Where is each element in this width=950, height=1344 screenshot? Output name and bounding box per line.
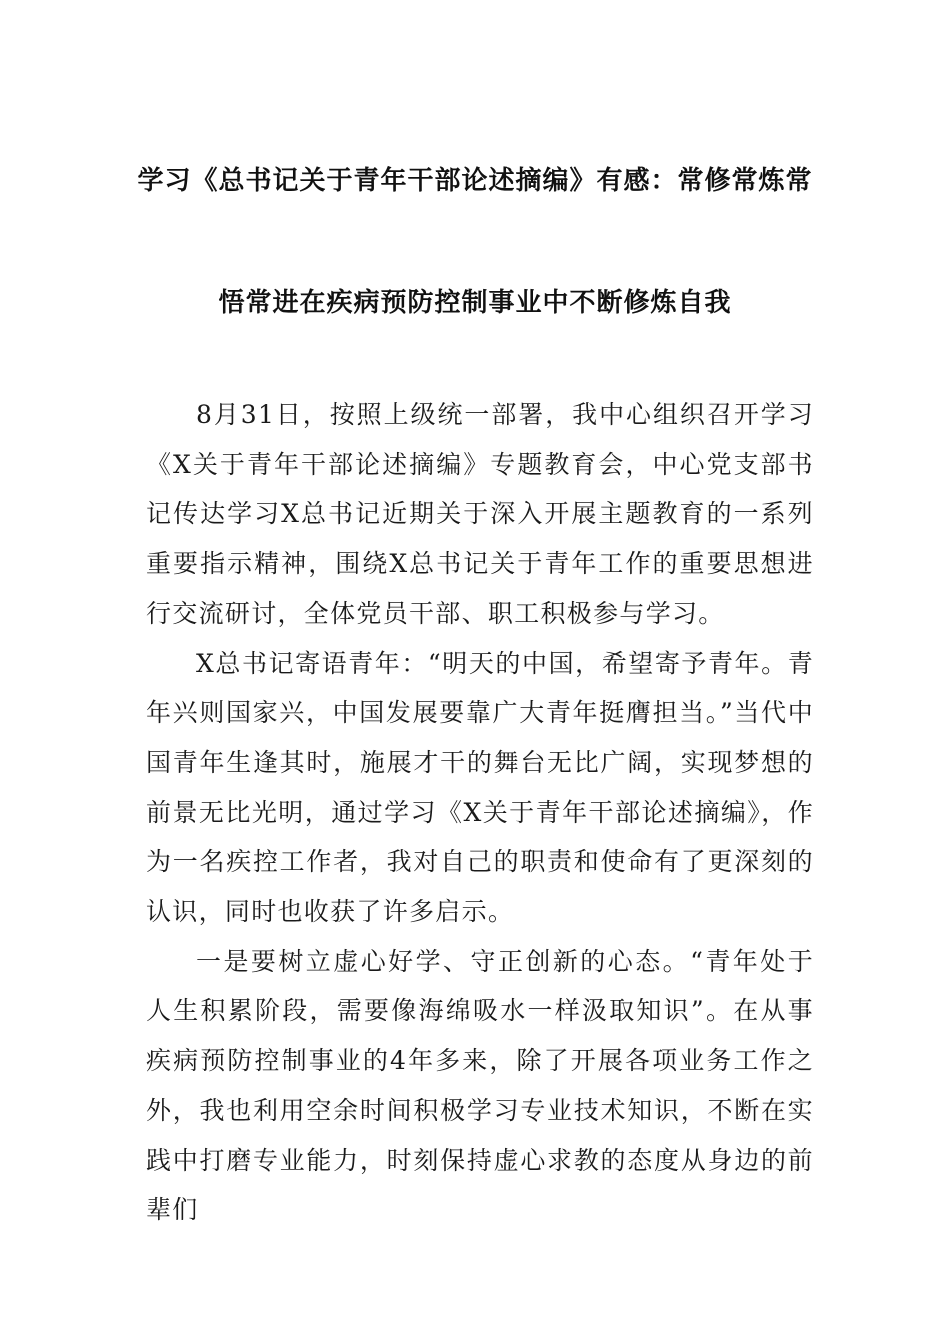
paragraph-2: X总书记寄语青年：“明天的中国，希望寄予青年。青年兴则国家兴，中国发展要靠广大青年挺膺担当。”当代中国青年生逢其时，施展才干的舞台无比广阔，实现梦想的前景无比光明，通过学习《X关于青年干部论述摘编》，作为一名疾控工作者，我对自己的职责和使命有了更深刻的认识，同时也收获了许多启示。 xyxy=(146,648,814,927)
paragraph-3: 一是要树立虚心好学、守正创新的心态。“青年处于人生积累阶段，需要像海绵吸水一样汲取知识”。在从事疾病预防控制事业的4年多来，除了开展各项业务工作之外，我也利用空余时间积极学习专业技术知识，不断在实践中打磨专业能力，时刻保持虚心求教的态度从身边的前辈们 xyxy=(146,946,814,1225)
document-body xyxy=(146,390,814,1235)
document-title-line-1: 学习《总书记关于青年干部论述摘编》有感：常修常炼常 xyxy=(137,166,813,196)
document-title-line-2: 悟常进在疾病预防控制事业中不断修炼自我 xyxy=(218,288,732,318)
paragraph-1: 8月31日，按照上级统一部署，我中心组织召开学习《X关于青年干部论述摘编》专题教育会，中心党支部书记传达学习X总书记近期关于深入开展主题教育的一系列重要指示精神，围绕X总书记关于青年工作的重要思想进行交流研讨，全体党员干部、职工积极参与学习。 xyxy=(146,400,814,628)
